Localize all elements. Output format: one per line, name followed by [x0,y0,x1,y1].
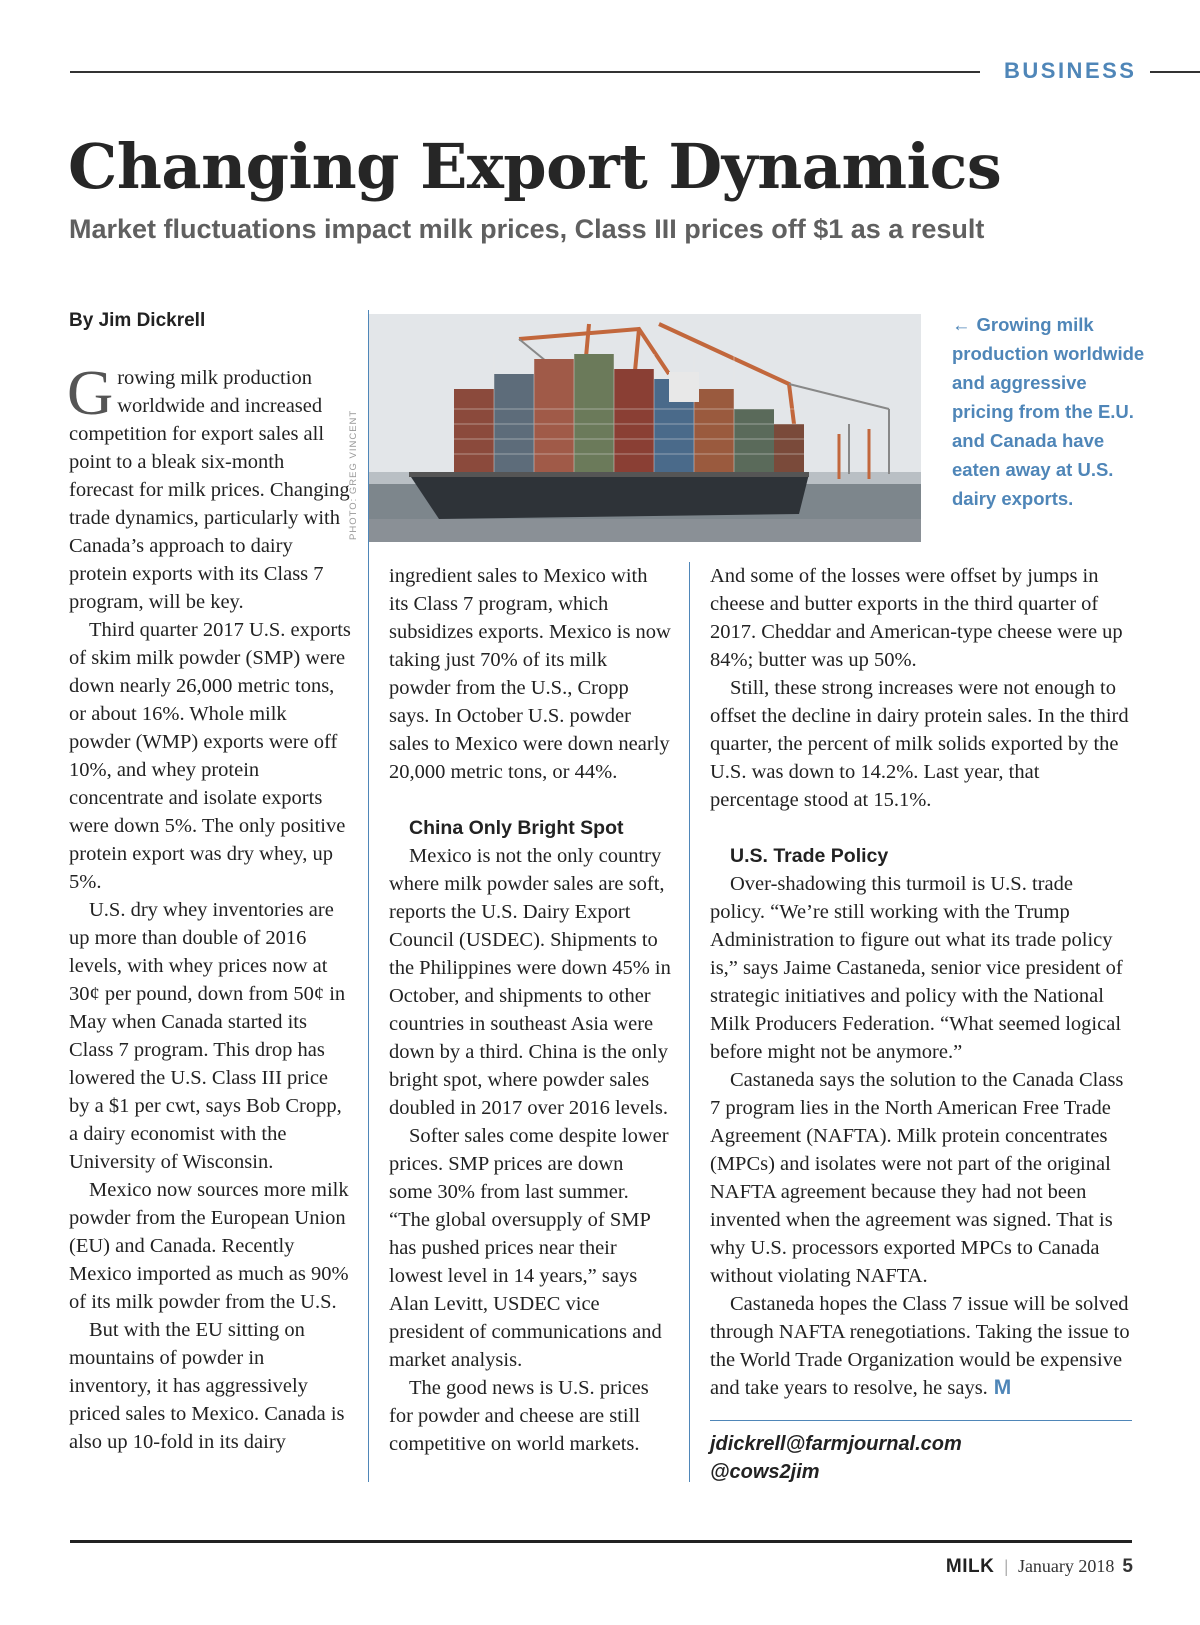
paragraph-11: Over-shadowing this turmoil is U.S. trade policy. “We’re still working with the Trump Administration to figure out what its trade policy is,” says Jaime Castaneda, senior vice president of strategic initiatives and policy with the National Milk Producers Federation. “What seemed logical before might not be anymore.” [710,873,1123,1063]
arrow-left-icon: ← [952,314,971,335]
subhead-china: China Only Bright Spot [409,817,624,839]
photo-caption-text: Growing milk production worldwide and aggressive pricing from the E.U. and Canada have eaten away at U.S. dairy exports. [952,314,1145,509]
paragraph-12: Castaneda says the solution to the Canada Class 7 program lies in the North American Free Trade Agreement (NAFTA). Milk protein concentrates (MPCs) and isolates were not part of the original NAFTA agreement because they had not been invented when the agreement was signed. That is why U.S. processors exported MPCs to Canada without violating NAFTA. [710,1069,1124,1287]
paragraph-4: Mexico now sources more milk powder from the European Union (EU) and Canada. Recently Mexico imported as much as 90% of its milk powder from the U.S. [69,1179,349,1313]
author-contact [710,1430,962,1486]
footer-rule [70,1540,1132,1543]
page-number: 5 [1122,1556,1133,1577]
paragraph-8: The good news is U.S. prices for powder and cheese are still competitive on world markets. [389,1377,649,1455]
article-subtitle: Market fluctuations impact milk prices, Class III prices off $1 as a result [69,214,985,244]
paragraph-7: Softer sales come despite lower prices. SMP prices are down some 30% from last summer. “The global oversupply of SMP has pushed prices near their lowest level in 14 years,” says Alan Levitt, USDEC vice president of communications and market analysis. [389,1125,669,1371]
paragraph-6: Mexico is not the only country where milk powder sales are soft, reports the U.S. Dairy Export Council (USDEC). Shipments to the Philippines were down 45% in October, and shipments to other countries in southeast Asia were down by a third. China is the only bright spot, where powder sales doubled in 2017 over 2016 levels. [389,845,671,1119]
author-email-link[interactable]: jdickrell@farmjournal.com [710,1433,962,1455]
paragraph-1-text: rowing milk production worldwide and increased competition for export sales all point to a bleak six-month forecast for milk prices. Changing trade dynamics, particularly with Canada’s approach to dairy protein exports with its Class 7 program, will be key. [69,367,350,613]
paragraph-5-continued: ingredient sales to Mexico with its Class 7 program, which subsidizes exports. Mexico is now taking just 70% of its milk powder from the U.S., Cropp says. In October U.S. powder sales to Mexico were down nearly 20,000 metric tons, or 44%. [389,565,671,783]
container-ship-image [369,314,921,542]
magazine-logo: MILK [945,1556,995,1577]
author-twitter-link[interactable]: @cows2jim [710,1461,820,1483]
column-divider-2 [689,562,690,1482]
header-rule-right [1150,71,1200,73]
cargo-ship-photo [369,314,921,542]
footer-separator: | [1004,1556,1008,1576]
paragraph-5-start: But with the EU sitting on mountains of powder in inventory, it has aggressively priced sales to Mexico. Canada is also up 10-fold in its dairy [69,1319,345,1453]
page-footer [946,1556,1133,1578]
paragraph-10: Still, these strong increases were not enough to offset the decline in dairy protein sales. In the third quarter, the percent of milk solids exported by the U.S. was down to 14.2%. Last year, that percentage stood at 15.1%. [710,677,1129,811]
photo-caption [952,310,1152,513]
paragraph-13-text: Castaneda hopes the Class 7 issue will be solved through NAFTA renegotiations. Taking the issue to the World Trade Organization would be expensive and take years to resolve, he says. [710,1293,1130,1399]
article-column-1 [67,357,351,1456]
paragraph-2: Third quarter 2017 U.S. exports of skim milk powder (SMP) were down nearly 26,000 metric tons, or about 16%. Whole milk powder (WMP) exports were off 10%, and whey protein concentrate and isolate exports were down 5%. The only positive protein export was dry whey, up 5%. [69,619,351,893]
end-mark-icon: M [993,1376,1012,1399]
section-label: BUSINESS [1004,58,1137,83]
article-column-3 [710,562,1130,1402]
header-rule-left [70,71,980,73]
article-title: Changing Export Dynamics [68,130,1002,203]
contact-divider [710,1420,1132,1421]
issue-date: January 2018 [1017,1556,1115,1576]
article-column-2 [389,562,671,1458]
paragraph-1 [67,357,351,616]
photo-credit: PHOTO: GREG VINCENT [348,409,359,540]
byline: By Jim Dickrell [69,310,206,331]
paragraph-13 [710,1290,1130,1402]
paragraph-9: And some of the losses were offset by jumps in cheese and butter exports in the third quarter of 2017. Cheddar and American-type cheese were up 84%; butter was up 50%. [710,565,1123,671]
paragraph-3: U.S. dry whey inventories are up more than double of 2016 levels, with whey prices now at 30¢ per pound, down from 50¢ in May when Canada started its Class 7 program. This drop has lowered the U.S. Class III price by a $1 per cwt, says Bob Cropp, a dairy economist with the University of Wisconsin. [69,899,346,1173]
subhead-trade-policy: U.S. Trade Policy [730,845,889,867]
drop-cap: G [67,357,114,428]
